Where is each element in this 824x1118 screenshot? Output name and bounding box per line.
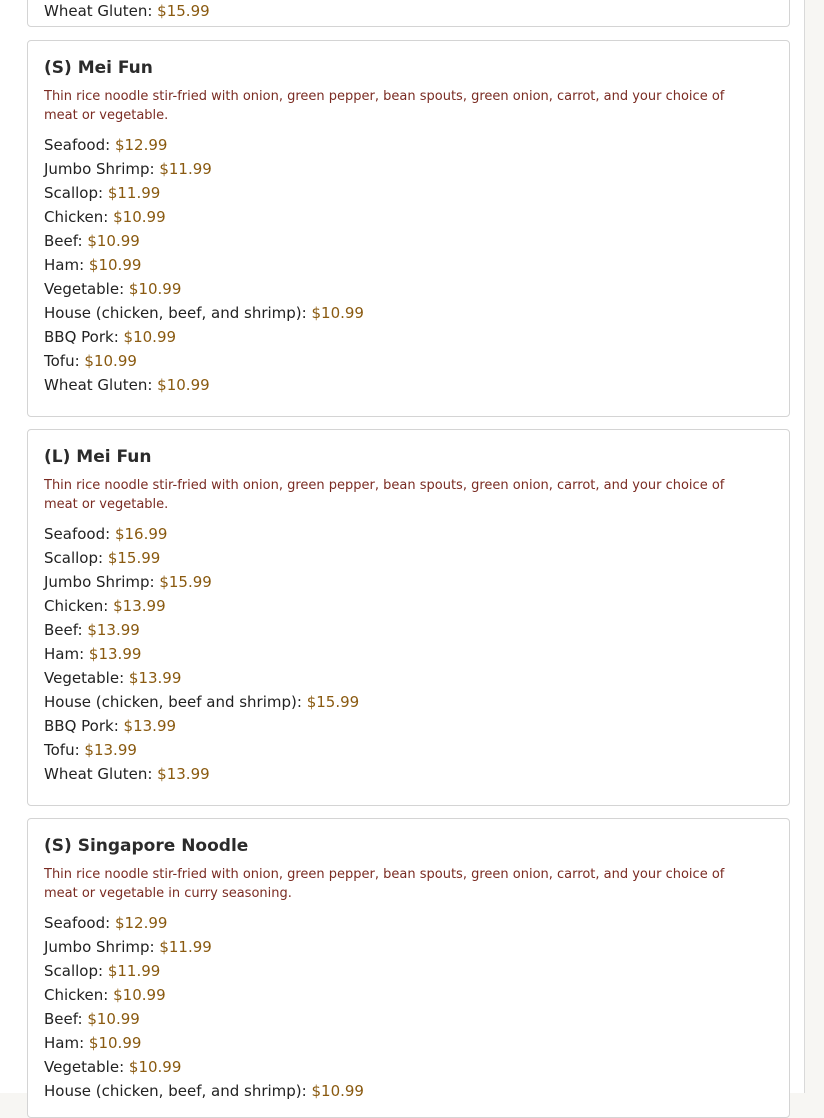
price-option-row[interactable] [44, 959, 773, 983]
option-price: $10.99 [88, 1034, 142, 1052]
option-label: Tofu: [44, 352, 80, 370]
option-label: Seafood: [44, 525, 111, 543]
option-label: Scallop: [44, 962, 104, 980]
option-label: Ham: [44, 256, 85, 274]
price-option-row[interactable] [44, 935, 773, 959]
option-label: Chicken: [44, 208, 109, 226]
option-label: House (chicken, beef, and shrimp): [44, 1082, 307, 1100]
option-price: $15.99 [107, 549, 161, 567]
option-price: $10.99 [113, 986, 166, 1004]
price-option-row[interactable] [44, 133, 773, 157]
price-option-row[interactable] [44, 983, 773, 1007]
menu-item-card-s-mei-fun[interactable] [27, 40, 790, 417]
price-option-row[interactable] [44, 618, 773, 642]
price-option-row[interactable] [44, 690, 773, 714]
option-label: Wheat Gluten: [44, 2, 153, 20]
menu-item-title: (S) Mei Fun [44, 58, 153, 78]
option-price: $10.99 [311, 1082, 364, 1100]
option-label: House (chicken, beef, and shrimp): [44, 304, 307, 322]
option-price: $12.99 [114, 914, 168, 932]
menu-item-description: Thin rice noodle stir-fried with onion, green pepper, bean spouts, green onion, carrot, and your choice of meat or vegetable. [44, 478, 725, 512]
menu-item-description: Thin rice noodle stir-fried with onion, green pepper, bean spouts, green onion, carrot, and your choice of meat or vegetable in curry seasoning. [44, 867, 725, 901]
price-option-row[interactable] [44, 522, 773, 546]
price-option-row[interactable] [44, 181, 773, 205]
option-price: $12.99 [114, 136, 168, 154]
option-label: Beef: [44, 232, 83, 250]
option-price: $16.99 [114, 525, 168, 543]
option-price: $13.99 [87, 621, 140, 639]
option-price: $15.99 [306, 693, 360, 711]
menu-item-title: (S) Singapore Noodle [44, 836, 249, 856]
option-price: $10.99 [88, 256, 142, 274]
option-label: Seafood: [44, 136, 111, 154]
option-price: $10.99 [84, 352, 137, 370]
price-option-row[interactable] [44, 301, 773, 325]
price-option-row[interactable] [44, 229, 773, 253]
option-price: $15.99 [157, 2, 210, 20]
price-option-row[interactable] [44, 546, 773, 570]
price-options-list [44, 522, 773, 786]
menu-item-title: (L) Mei Fun [44, 447, 152, 467]
option-price: $13.99 [157, 765, 210, 783]
price-option-row[interactable] [44, 666, 773, 690]
price-option-row[interactable] [44, 277, 773, 301]
option-price: $11.99 [107, 962, 161, 980]
price-option-row[interactable] [44, 1007, 773, 1031]
price-option-row[interactable] [44, 1031, 773, 1055]
price-option-row[interactable] [44, 642, 773, 666]
option-price: $10.99 [123, 328, 177, 346]
price-option-row[interactable] [44, 911, 773, 935]
option-price: $15.99 [159, 573, 212, 591]
option-label: Vegetable: [44, 1058, 125, 1076]
option-label: Vegetable: [44, 669, 125, 687]
price-option-row[interactable] [44, 1079, 773, 1103]
price-option-row[interactable] [44, 714, 773, 738]
price-option-row[interactable] [44, 349, 773, 373]
option-label: Jumbo Shrimp: [44, 160, 155, 178]
option-price: $11.99 [159, 938, 212, 956]
option-label: Chicken: [44, 986, 109, 1004]
option-price: $13.99 [128, 669, 182, 687]
option-price: $13.99 [84, 741, 137, 759]
option-label: Vegetable: [44, 280, 125, 298]
option-label: Wheat Gluten: [44, 376, 153, 394]
option-price: $10.99 [113, 208, 166, 226]
option-label: House (chicken, beef and shrimp): [44, 693, 302, 711]
price-option-row[interactable] [44, 205, 773, 229]
price-option-row[interactable] [44, 594, 773, 618]
option-label: Ham: [44, 645, 85, 663]
menu-item-card-s-singapore-noodle[interactable] [27, 818, 790, 1118]
option-label: Wheat Gluten: [44, 765, 153, 783]
option-price: $13.99 [88, 645, 142, 663]
menu-item-card-partial[interactable] [27, 0, 790, 27]
price-option-row[interactable] [44, 1055, 773, 1079]
price-option-row[interactable] [44, 253, 773, 277]
menu-item-card-l-mei-fun[interactable] [27, 429, 790, 806]
option-price: $10.99 [87, 1010, 140, 1028]
option-price: $11.99 [107, 184, 161, 202]
price-option-row[interactable] [44, 762, 773, 786]
option-price: $10.99 [128, 280, 182, 298]
option-price: $13.99 [113, 597, 166, 615]
option-price: $10.99 [87, 232, 140, 250]
option-label: Beef: [44, 1010, 83, 1028]
price-option-row[interactable] [44, 0, 773, 23]
price-option-row[interactable] [44, 373, 773, 397]
option-label: Scallop: [44, 549, 104, 567]
price-option-row[interactable] [44, 738, 773, 762]
price-option-row[interactable] [44, 157, 773, 181]
option-price: $13.99 [123, 717, 177, 735]
price-option-row[interactable] [44, 325, 773, 349]
option-label: Jumbo Shrimp: [44, 938, 155, 956]
price-options-list [44, 133, 773, 397]
option-label: Scallop: [44, 184, 104, 202]
option-price: $11.99 [159, 160, 212, 178]
option-price: $10.99 [157, 376, 210, 394]
option-label: Seafood: [44, 914, 111, 932]
option-label: BBQ Pork: [44, 717, 119, 735]
price-option-row[interactable] [44, 570, 773, 594]
option-label: Jumbo Shrimp: [44, 573, 155, 591]
option-label: Tofu: [44, 741, 80, 759]
option-label: Ham: [44, 1034, 85, 1052]
price-options-list [44, 911, 773, 1103]
menu-item-description: Thin rice noodle stir-fried with onion, green pepper, bean spouts, green onion, carrot, and your choice of meat or vegetable. [44, 89, 725, 123]
option-label: Chicken: [44, 597, 109, 615]
option-price: $10.99 [311, 304, 364, 322]
option-label: BBQ Pork: [44, 328, 119, 346]
option-label: Beef: [44, 621, 83, 639]
option-price: $10.99 [128, 1058, 182, 1076]
